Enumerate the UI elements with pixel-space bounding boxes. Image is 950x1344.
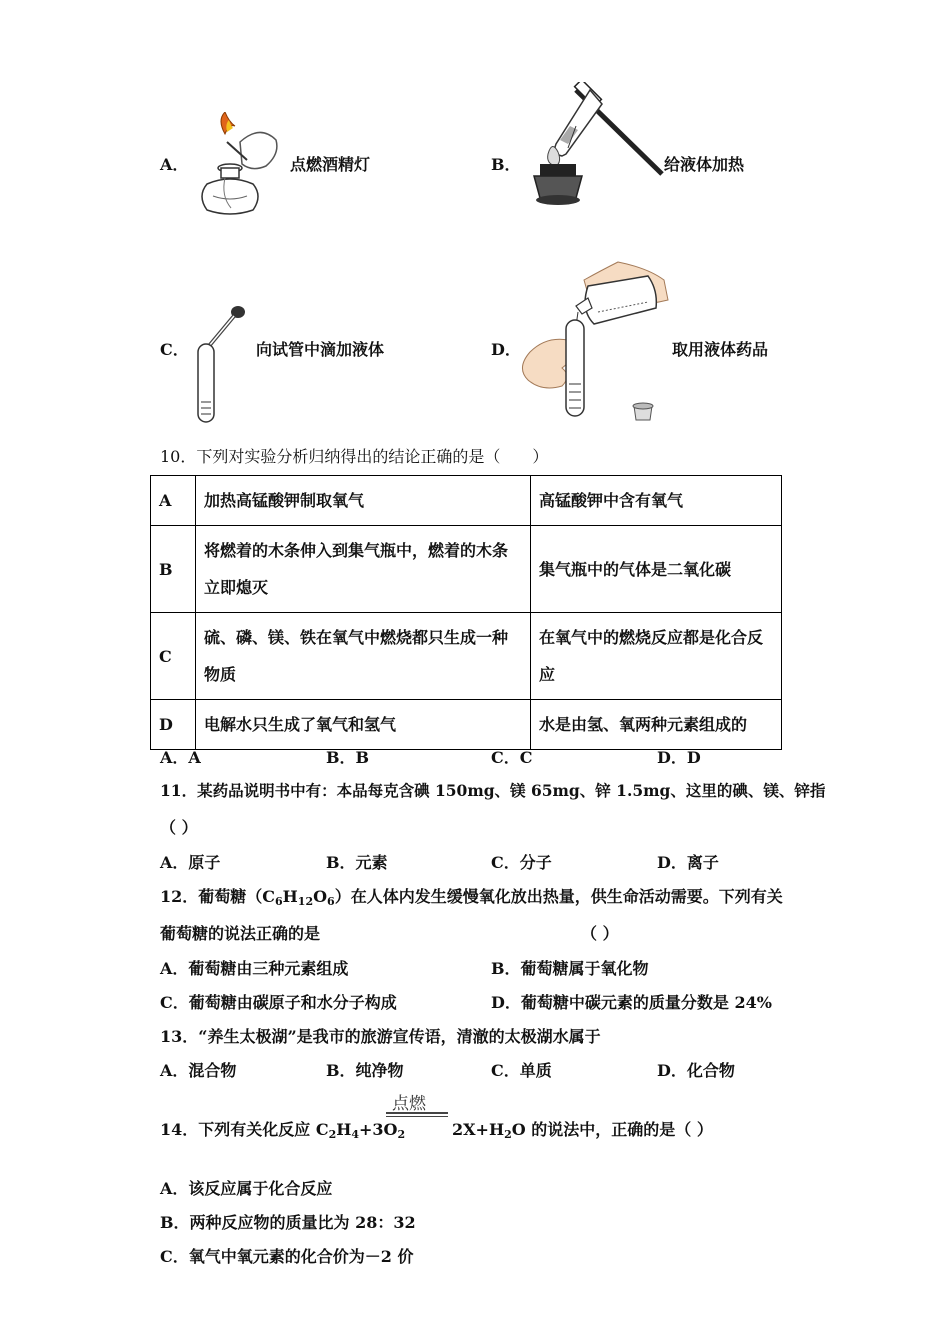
option-a-caption: 点燃酒精灯 [290,155,371,174]
row-experiment: 电解水只生成了氧气和氢气 [196,700,531,750]
q10-option-c: C．C [491,748,533,767]
q14-prod-post: O 的说法中，正确的是（ ） [511,1120,713,1139]
q14-option-c: C．氧气中氧元素的化合价为－2 价 [160,1247,414,1266]
option-b-caption: 给液体加热 [664,155,745,174]
dropper-test-tube-figure [188,304,248,426]
q14-prod-pre: 2X+H [452,1120,505,1139]
q14-stem-pre: 14．下列有关化反应 C [160,1120,329,1139]
table-row [151,526,782,613]
row-conclusion: 在氧气中的燃烧反应都是化合反应 [531,613,782,700]
option-d-caption: 取用液体药品 [672,340,769,359]
q13-option-b: B．纯净物 [326,1061,404,1080]
q10-option-a: A．A [160,748,201,767]
row-conclusion: 水是由氢、氧两种元素组成的 [531,700,782,750]
q12-stem-pre: 12．葡萄糖（C [160,887,276,906]
q11-option-a: A．原子 [160,853,221,872]
q12-option-b: B．葡萄糖属于氧化物 [491,959,649,978]
q10-table [150,475,782,750]
q12-stem-line2: 葡萄糖的说法正确的是 [160,924,321,943]
reaction-condition: 点燃 [392,1094,426,1114]
row-conclusion: 集气瓶中的气体是二氧化碳 [531,526,782,613]
q14-stem-right [452,1117,713,1140]
row-experiment: 硫、磷、镁、铁在氧气中燃烧都只生成一种物质 [196,613,531,700]
q12-option-a: A．葡萄糖由三种元素组成 [160,959,349,978]
q11-option-c: C．分子 [491,853,552,872]
table-row [151,700,782,750]
alcohol-lamp-lighting-figure [185,112,285,220]
q14-mid: +3O [359,1120,398,1139]
option-d-letter: D． [491,340,521,359]
row-experiment: 加热高锰酸钾制取氧气 [196,476,531,526]
q12-h: H [282,887,298,906]
pouring-liquid-figure [518,256,670,424]
heating-liquid-figure [526,82,666,214]
row-key: D [151,700,196,750]
option-c-caption: 向试管中滴加液体 [256,340,385,359]
q12-stem-line1 [160,884,783,907]
option-c-letter: C． [160,340,189,359]
option-a-letter: A． [160,155,189,174]
q14-h: H [336,1120,352,1139]
q11-stem-line2: （ ） [160,818,198,837]
q14-sub4: 2 [504,1128,512,1141]
row-key: B [151,526,196,613]
q14-sub2: 4 [351,1128,360,1141]
q11-option-b: B．元素 [326,853,388,872]
q13-option-a: A．混合物 [160,1061,237,1080]
row-key: C [151,613,196,700]
row-experiment: 将燃着的木条伸入到集气瓶中，燃着的木条立即熄灭 [196,526,531,613]
q12-blank: （ ） [581,924,619,943]
q14-sub3: 2 [397,1128,406,1141]
table-row [151,476,782,526]
q11-stem-line1: 11．某药品说明书中有：本品每克含碘 150mg、镁 65mg、锌 1.5mg、这里的碘、镁、锌指 [160,781,826,800]
q11-option-d: D．离子 [657,853,719,872]
row-conclusion: 高锰酸钾中含有氧气 [531,476,782,526]
q14-option-b: B．两种反应物的质量比为 28：32 [160,1213,416,1232]
q10-option-d: D．D [657,748,701,767]
q12-sub1: 6 [275,895,283,908]
option-b-letter: B． [491,155,521,174]
reaction-arrow-line [386,1112,448,1114]
q12-sub2: 12 [297,895,314,908]
q12-stem-post: ）在人体内发生缓慢氧化放出热量，供生命活动需要。下列有关 [334,887,783,906]
q13-stem: 13．“养生太极湖”是我市的旅游宣传语，清澈的太极湖水属于 [160,1027,601,1046]
table-row [151,613,782,700]
q10-option-b: B．B [326,748,370,767]
q14-option-a: A．该反应属于化合反应 [160,1179,333,1198]
q12-sub3: 6 [327,895,335,908]
q14-stem-left [160,1117,405,1140]
q12-option-d: D．葡萄糖中碳元素的质量分数是 24% [491,993,772,1012]
q12-option-c: C．葡萄糖由碳原子和水分子构成 [160,993,397,1012]
q10-stem: 10．下列对实验分析归纳得出的结论正确的是（ ） [160,447,549,466]
q12-o: O [313,887,328,906]
q14-sub1: 2 [328,1128,337,1141]
row-key: A [151,476,196,526]
q13-option-c: C．单质 [491,1061,552,1080]
q13-option-d: D．化合物 [657,1061,735,1080]
